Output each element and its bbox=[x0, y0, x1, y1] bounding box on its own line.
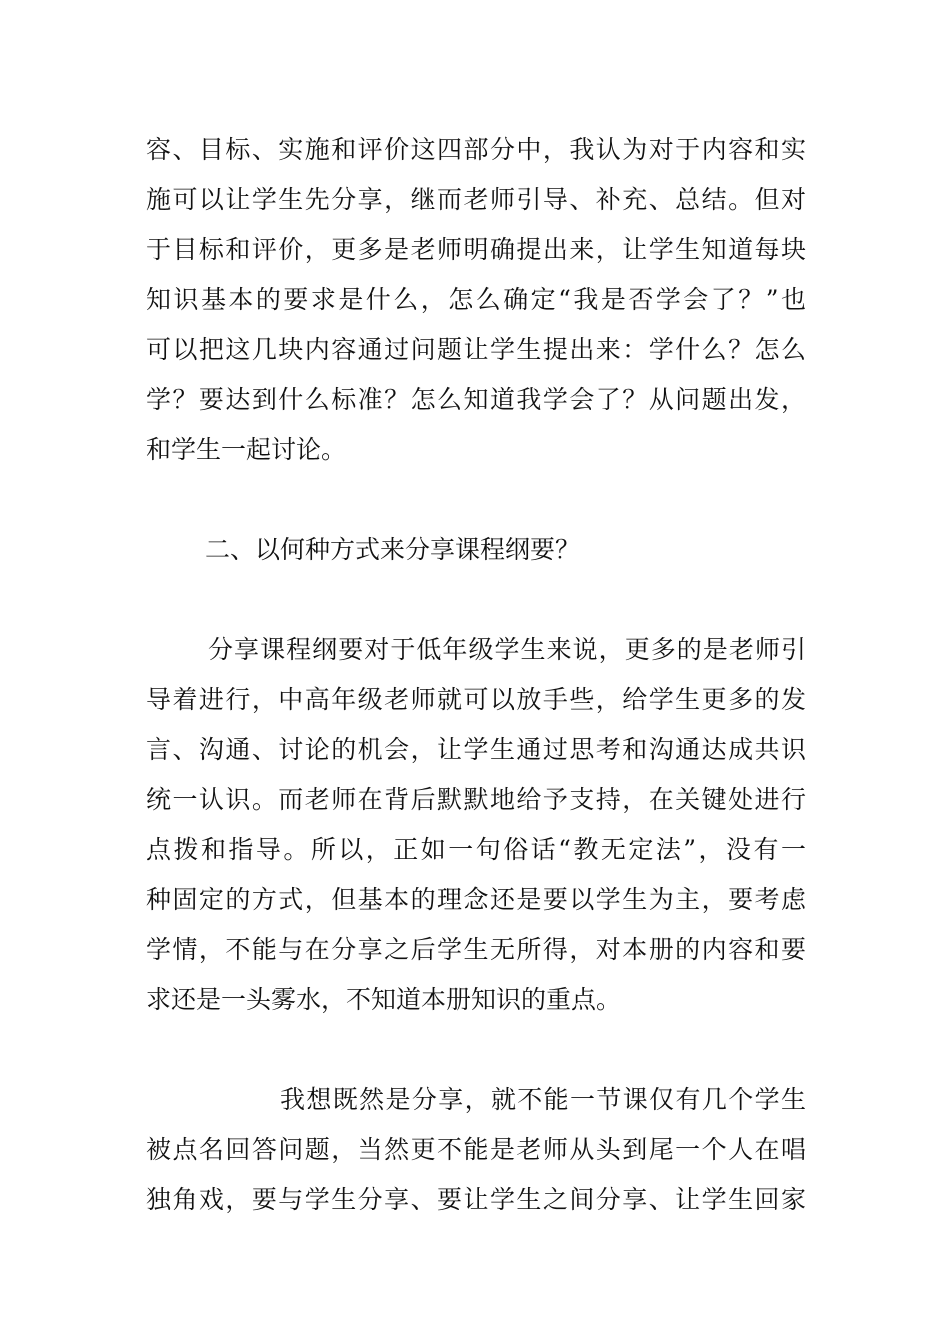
paragraph-line: 和学生一起讨论。 bbox=[146, 435, 347, 464]
paragraph-line: 独角戏，要与学生分享、要让学生之间分享、让学生回家 bbox=[146, 1185, 806, 1214]
paragraph-line: 施可以让学生先分享，继而老师引导、补充、总结。但对 bbox=[146, 185, 806, 214]
paragraph-line: 被点名回答问题，当然更不能是老师从头到尾一个人在唱 bbox=[146, 1135, 806, 1164]
paragraph-line: 分享课程纲要对于低年级学生来说，更多的是老师引 bbox=[208, 635, 806, 664]
paragraph-line: 知识基本的要求是什么，怎么确定“我是否学会了？”也 bbox=[146, 285, 806, 314]
paragraph-line: 种固定的方式，但基本的理念还是要以学生为主，要考虑 bbox=[146, 885, 806, 914]
paragraph-line: 言、沟通、讨论的机会，让学生通过思考和沟通达成共识 bbox=[146, 735, 806, 764]
paragraph-line: 容、目标、实施和评价这四部分中，我认为对于内容和实 bbox=[146, 135, 806, 164]
paragraph-line: 学情，不能与在分享之后学生无所得，对本册的内容和要 bbox=[146, 935, 806, 964]
paragraph-line: 求还是一头雾水，不知道本册知识的重点。 bbox=[146, 985, 622, 1014]
paragraph-line: 于目标和评价，更多是老师明确提出来，让学生知道每块 bbox=[146, 235, 806, 264]
paragraph-line: 导着进行，中高年级老师就可以放手些，给学生更多的发 bbox=[146, 685, 806, 714]
section-heading: 二、以何种方式来分享课程纲要？ bbox=[205, 535, 581, 564]
paragraph-line: 学？要达到什么标准？怎么知道我学会了？从问题出发， bbox=[146, 385, 806, 414]
paragraph-line: 我想既然是分享，就不能一节课仅有几个学生 bbox=[280, 1085, 806, 1114]
paragraph-line: 可以把这几块内容通过问题让学生提出来：学什么？怎么 bbox=[146, 335, 806, 364]
paragraph-line: 统一认识。而老师在背后默默地给予支持，在关键处进行 bbox=[146, 785, 806, 814]
paragraph-line: 点拨和指导。所以，正如一句俗话“教无定法”，没有一 bbox=[146, 835, 806, 864]
